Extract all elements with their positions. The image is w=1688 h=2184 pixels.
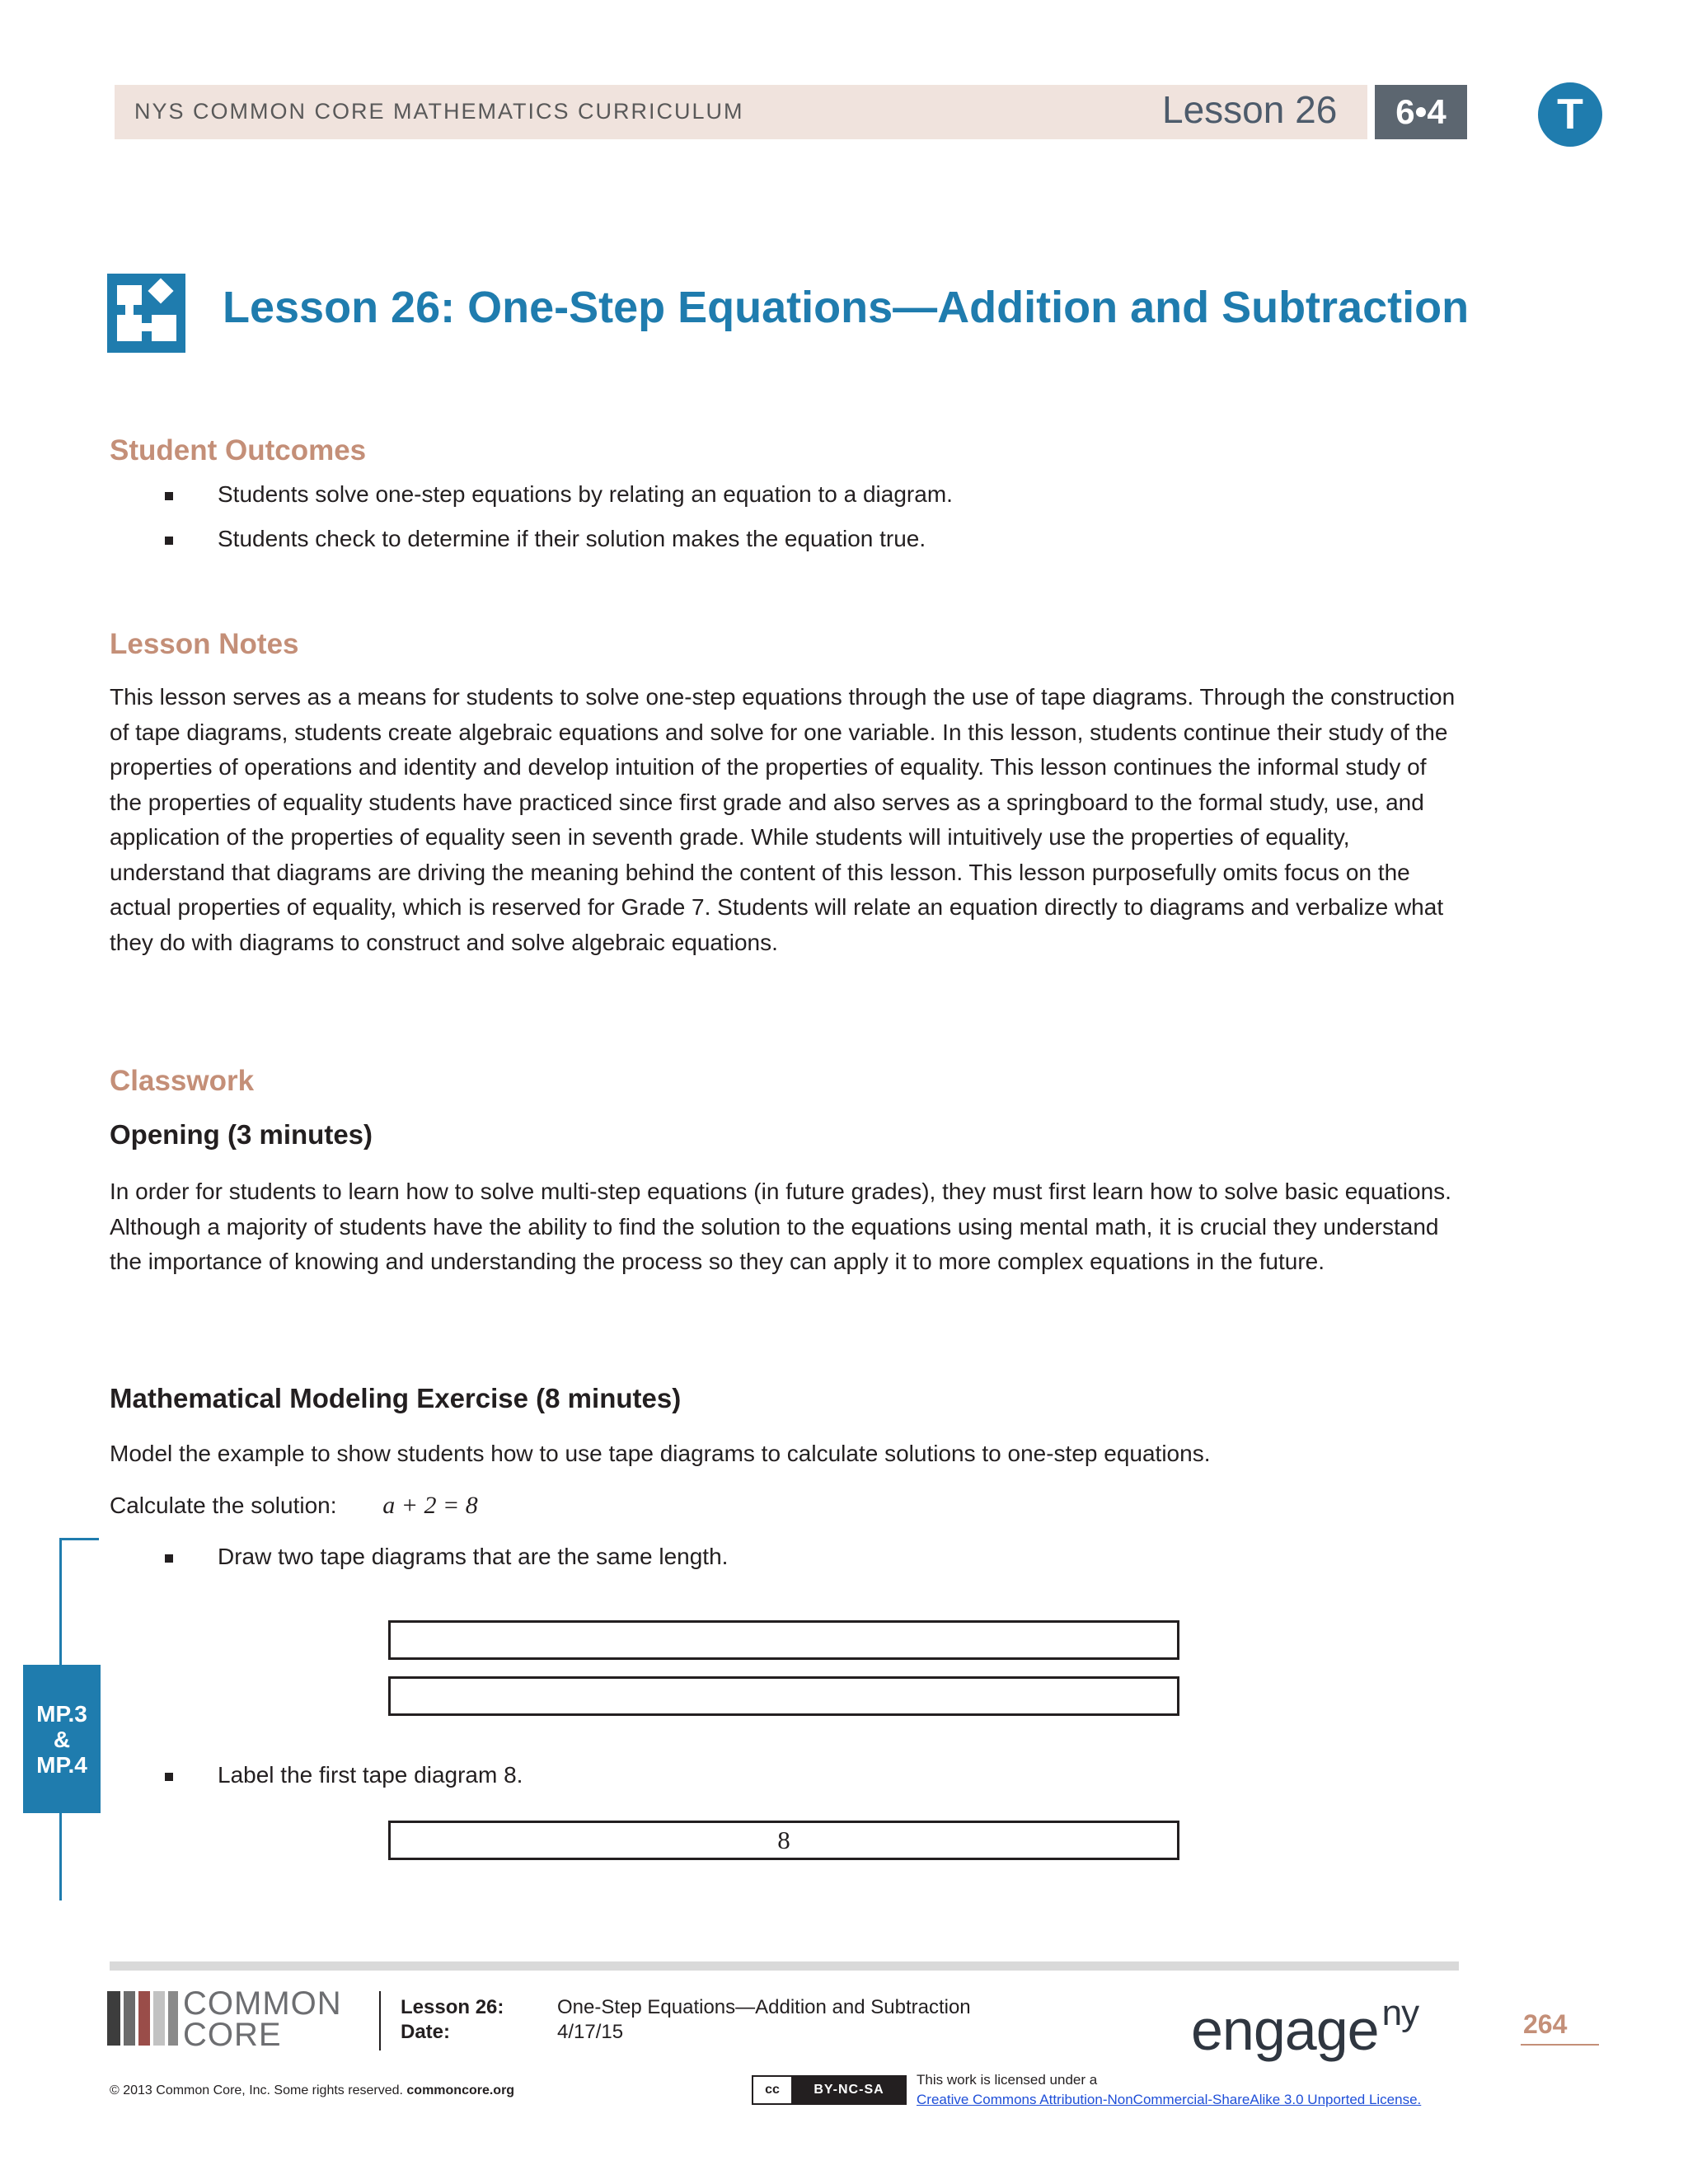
curriculum-name: NYS COMMON CORE MATHEMATICS CURRICULUM (134, 99, 744, 124)
classwork-heading: Classwork (110, 1065, 255, 1097)
license-link[interactable]: Creative Commons Attribution-NonCommercial-ShareAlike 3.0 Unported License. (917, 2092, 1422, 2107)
footer-divider (379, 1991, 381, 2050)
bullet-icon (165, 537, 173, 545)
tape-diagram-2 (388, 1676, 1179, 1716)
bullet-icon (165, 492, 173, 500)
header-lesson-number: Lesson 26 (1162, 88, 1338, 131)
page-title: Lesson 26: One-Step Equations—Addition and Subtraction (223, 283, 1470, 332)
license-text: This work is licensed under a (917, 2072, 1098, 2088)
footer-date-label: Date: (401, 2021, 451, 2043)
footer-date: 4/17/15 (557, 2021, 624, 2043)
teacher-edition-badge: T (1538, 82, 1602, 147)
engageny-logo: engage$^{ny}$ (1191, 1993, 1419, 2062)
opening-body: In order for students to learn how to solve multi-step equations (in future grades), they must first learn how to solve basic equations. Although a majority of students have the ability to find the solution to the equations using mental math, it is crucial they understand the importance of knowing and understanding the process so they can apply it to more complex equations in the future. (110, 1179, 1451, 1274)
lesson-notes-heading: Lesson Notes (110, 628, 299, 660)
cc-icon: cc (753, 2077, 793, 2103)
tape-label: 8 (777, 1825, 790, 1854)
bullet-icon (165, 1554, 173, 1563)
footer-lesson-label: Lesson 26: (401, 1996, 504, 2018)
calculate-line (110, 1492, 478, 1520)
mp-bracket-top (59, 1538, 99, 1540)
modeling-intro: Model the example to show students how to use tape diagrams to calculate solutions to one-step equations. (110, 1441, 1211, 1466)
outcome-item-1: Students solve one-step equations by relating an equation to a diagram. (165, 481, 953, 508)
cc-license-badge[interactable]: cc BY-NC-SA (752, 2075, 907, 2105)
lesson-notes-body: This lesson serves as a means for students to solve one-step equations through the use of tape diagrams. Through the construction of tape diagrams, students create algebraic equations and solve for one variable. In this lesson, students continue their study of the properties of operations and identity and develop intuition of the properties of equality. This lesson continues the informal study of the properties of equality students have practiced since first grade and also serves as a springboard to the formal study, use, and application of the properties of equality seen in seventh grade. While students will intuitively use the properties of equality, understand that diagrams are driving the meaning behind the content of this lesson. This lesson purposefully omits focus on the actual properties of equality, which is reserved for Grade 7. Students will relate an equation directly to diagrams and verbalize what they do with diagrams to construct and solve algebraic equations. (110, 684, 1456, 955)
student-outcomes-heading: Student Outcomes (110, 434, 367, 466)
step-1: Draw two tape diagrams that are the same length. (165, 1544, 728, 1570)
grade-module-badge: 6•4 (1375, 85, 1467, 139)
step-2: Label the first tape diagram 8. (165, 1762, 523, 1788)
modeling-heading: Mathematical Modeling Exercise (8 minutes) (110, 1383, 682, 1413)
footer-rule (110, 1961, 1459, 1971)
copyright-notice: © 2013 Common Core, Inc. Some rights reserved. commoncore.org (110, 2083, 515, 2097)
tape-diagram-1 (388, 1620, 1179, 1660)
equation: a + 2 = 8 (382, 1492, 478, 1519)
page-number-rule (1521, 2044, 1599, 2046)
mp-standard-tag: MP.3 & MP.4 (23, 1665, 101, 1813)
bullet-icon (165, 1773, 173, 1781)
tape-diagram-labeled (388, 1821, 1179, 1860)
footer-lesson-title: One-Step Equations—Addition and Subtraction (557, 1996, 971, 2018)
opening-heading: Opening (3 minutes) (110, 1119, 373, 1150)
calculate-label: Calculate the solution: (110, 1493, 337, 1518)
page-number: 264 (1523, 2009, 1568, 2039)
outcome-item-2: Students check to determine if their solution makes the equation true. (165, 526, 926, 552)
lesson-puzzle-icon (107, 274, 185, 353)
common-core-logo-text: COMMON CORE (183, 1985, 342, 2053)
